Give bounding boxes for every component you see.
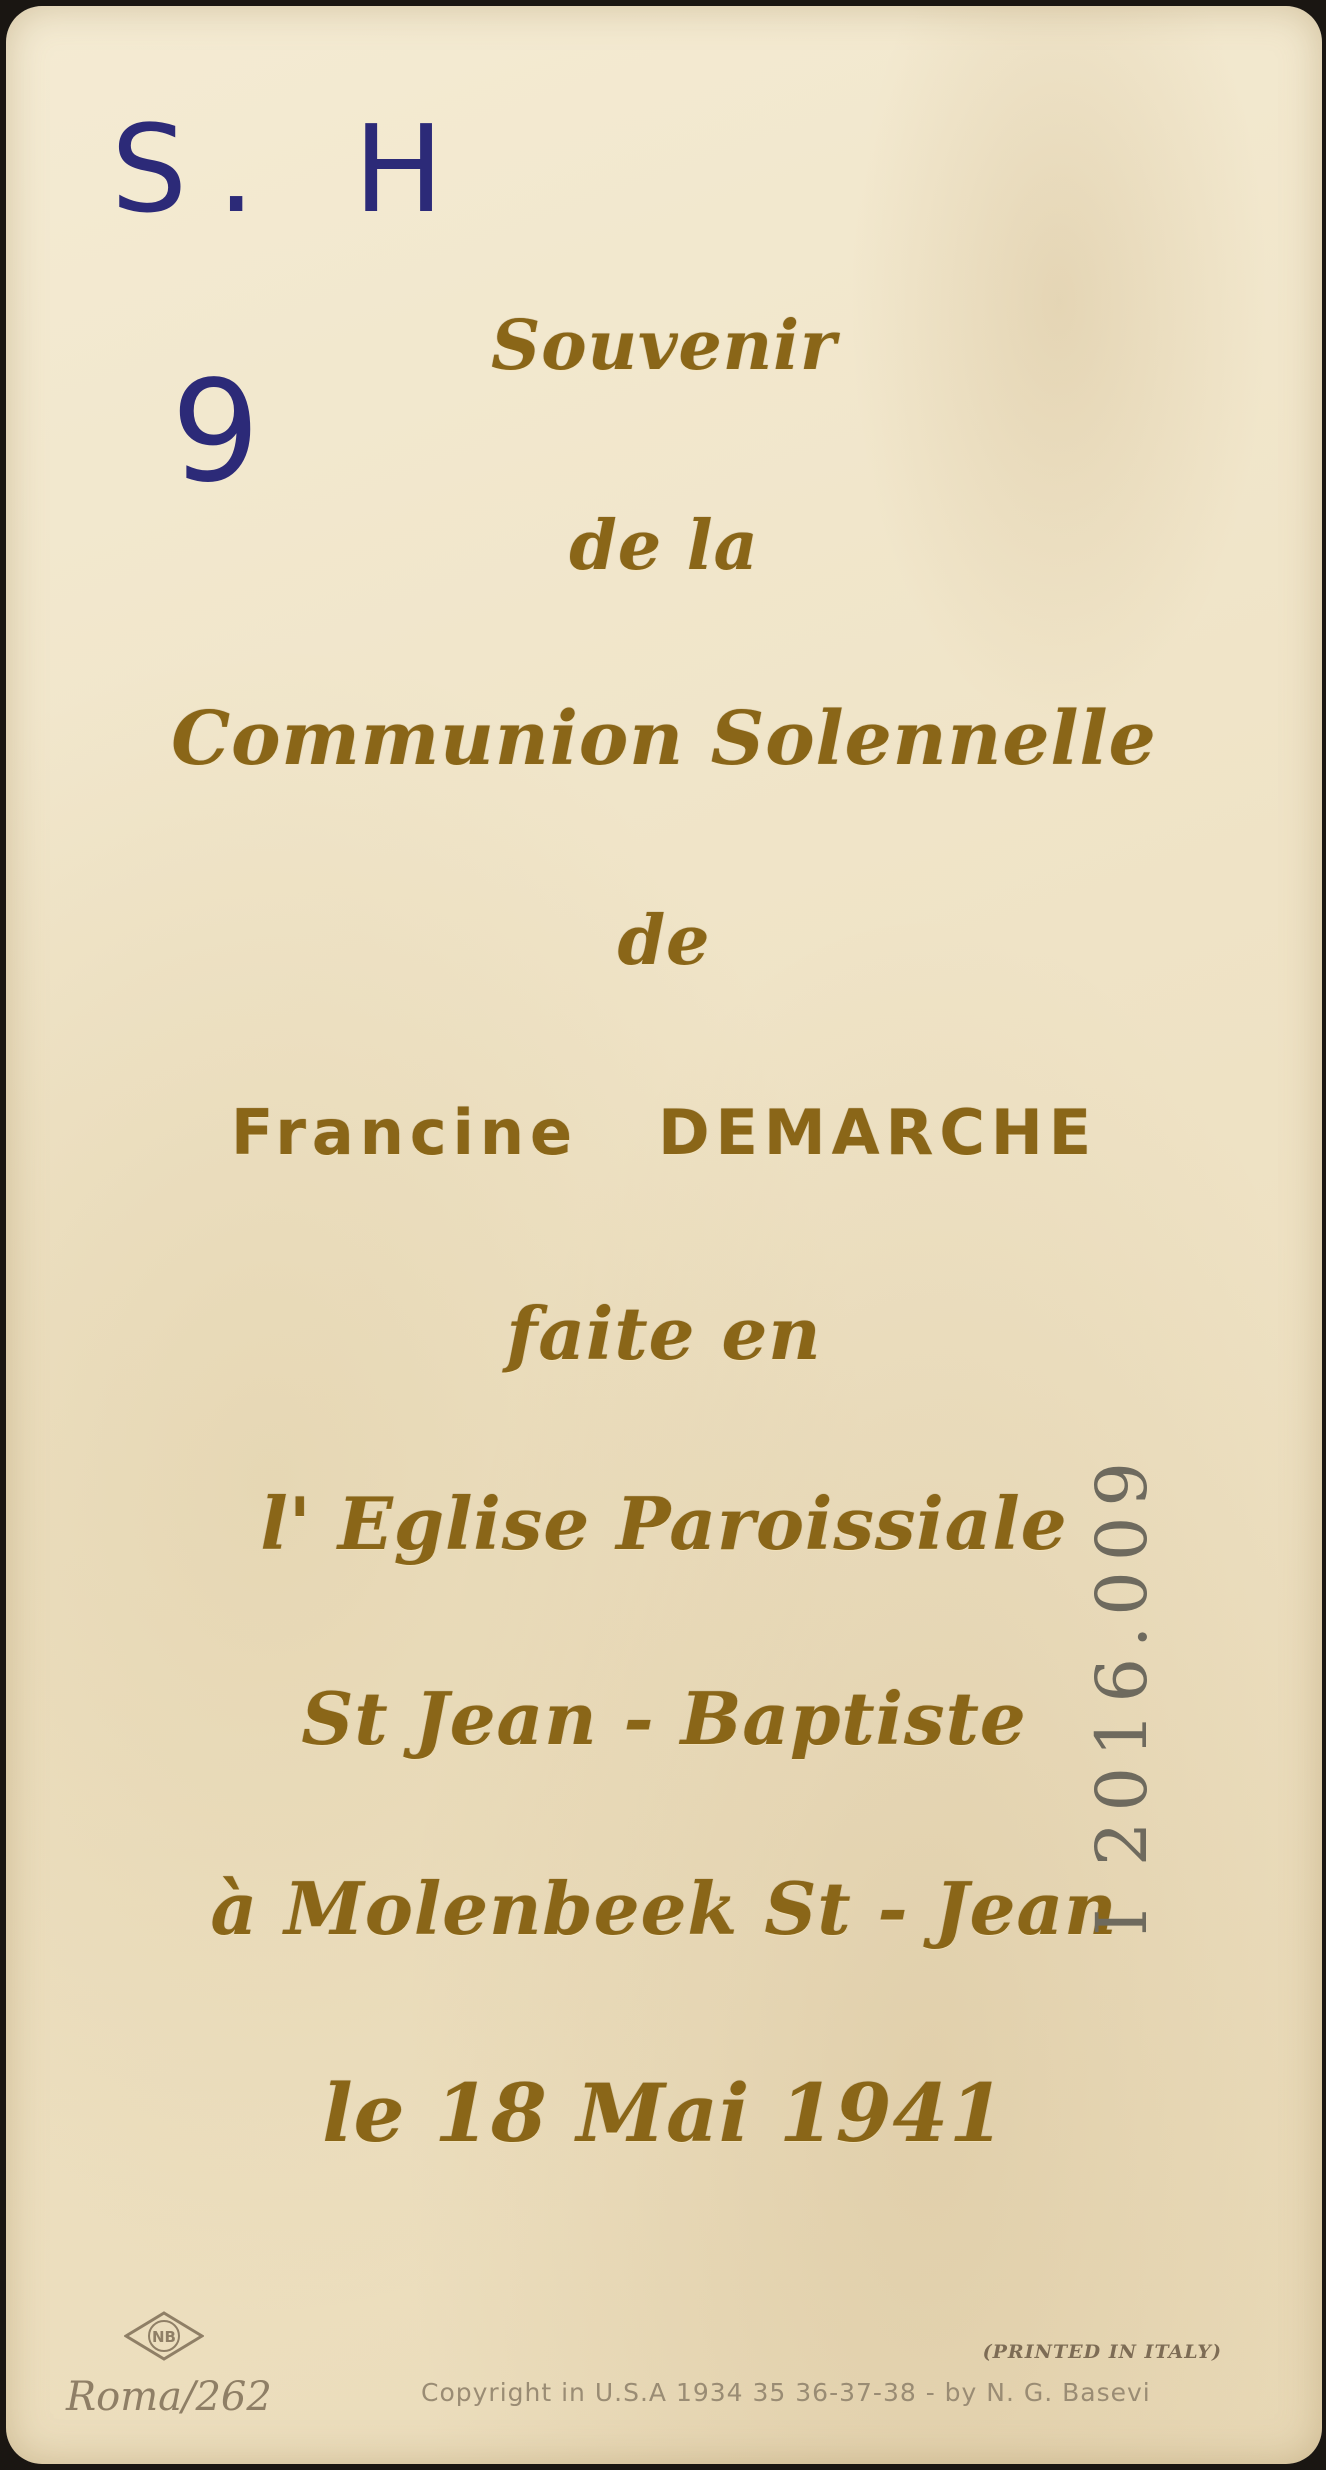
printed-in-italy: (PRINTED IN ITALY) bbox=[982, 2341, 1222, 2363]
parish-line: St Jean - Baptiste bbox=[301, 1676, 1027, 1761]
de-la-line: de la bbox=[569, 506, 759, 586]
inventory-number: I 2016.009 bbox=[1081, 1452, 1163, 1936]
logo-text: NB bbox=[152, 2328, 176, 2346]
communicant-name bbox=[6, 1096, 1322, 1169]
handwritten-code: S. H bbox=[111, 101, 474, 240]
communion-line: Communion Solennelle bbox=[171, 696, 1157, 782]
handwritten-number: 9 bbox=[171, 351, 261, 514]
first-name: Francine bbox=[230, 1096, 579, 1169]
last-name: DEMARCHE bbox=[658, 1096, 1098, 1169]
date-line: le 18 Mai 1941 bbox=[322, 2066, 1006, 2160]
faite-en-line: faite en bbox=[506, 1291, 822, 1376]
de-line: de bbox=[617, 901, 711, 981]
series-number: Roma/262 bbox=[66, 2374, 272, 2420]
holy-card-back bbox=[6, 6, 1322, 2464]
copyright-line: Copyright in U.S.A 1934 35 36-37-38 - by N. G. Basevi bbox=[421, 2378, 1151, 2407]
town-line: à Molenbeek St - Jean bbox=[210, 1866, 1118, 1951]
souvenir-line: Souvenir bbox=[491, 306, 837, 386]
publisher-logo-icon bbox=[124, 2311, 204, 2361]
eglise-line: l' Eglise Paroissiale bbox=[260, 1481, 1068, 1566]
